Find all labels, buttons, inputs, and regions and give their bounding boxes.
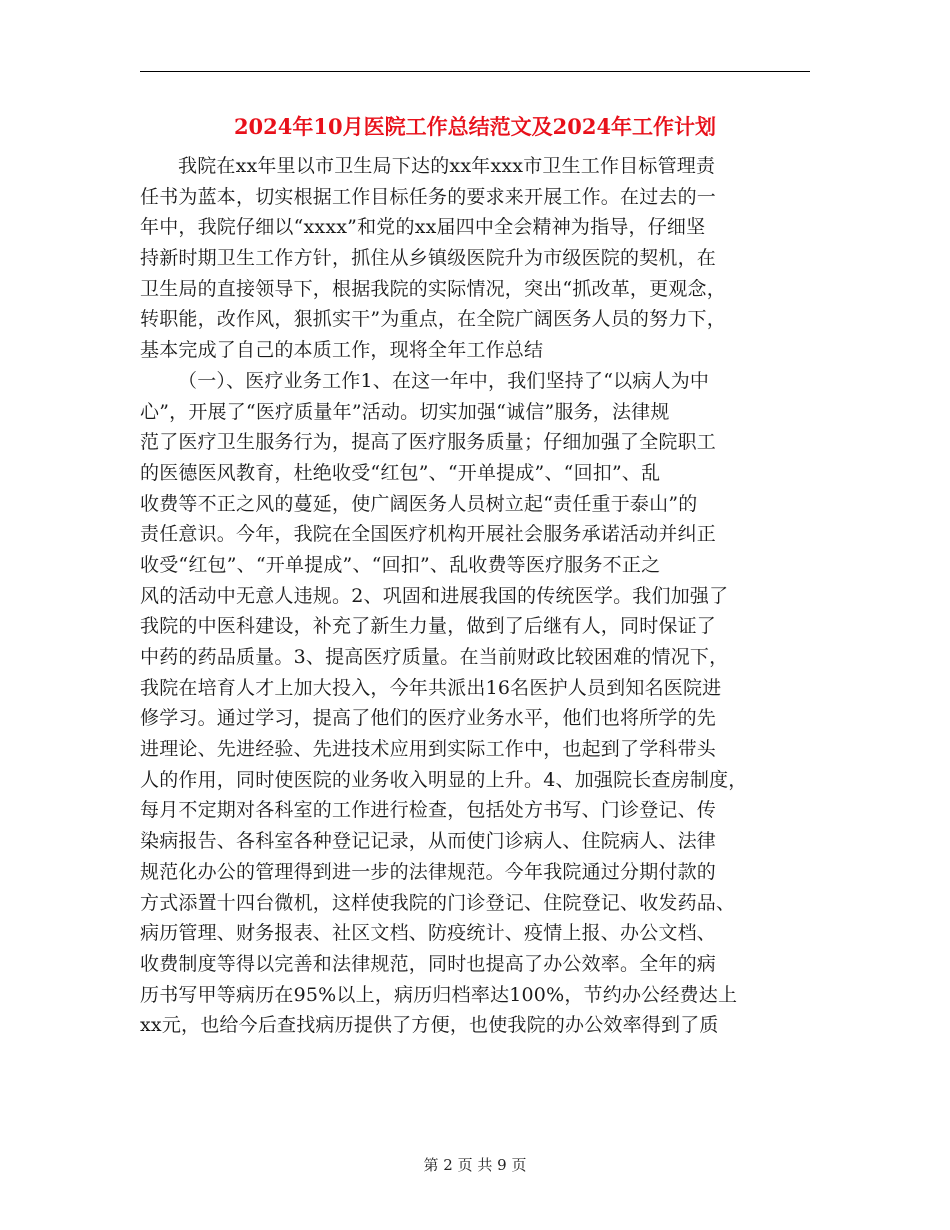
- text-line: 心”，开展了“医疗质量年”活动。切实加强“诚信”服务，法律规: [140, 400, 670, 423]
- header-rule: [140, 71, 810, 72]
- document-body: [140, 151, 812, 1041]
- text-line: 收费制度等得以完善和法律规范，同时也提高了办公效率。全年的病: [140, 952, 717, 975]
- text-line: 历书写甲等病历在95%以上，病历归档率达100%，节约办公经费达上: [140, 983, 738, 1006]
- text-line: 病历管理、财务报表、社区文档、防疫统计、疫情上报、办公文档、: [140, 922, 717, 945]
- text-line: 进理论、先进经验、先进技术应用到实际工作中，也起到了学科带头: [140, 738, 717, 761]
- page-number-footer: 第 2 页 共 9 页: [423, 1156, 527, 1174]
- paragraph-first-line: 我院在xx年里以市卫生局下达的xx年xxx市卫生工作目标管理责: [178, 155, 716, 177]
- text-line: 方式添置十四台微机，这样使我院的门诊登记、住院登记、收发药品、: [140, 891, 736, 914]
- text-line: xx元，也给今后查找病历提供了方便，也使我院的办公效率得到了质: [140, 1014, 719, 1037]
- text-line: 染病报告、各科室各种登记记录，从而使门诊病人、住院病人、法律: [140, 830, 717, 853]
- document-title: 2024年10月医院工作总结范文及2024年工作计划: [233, 114, 717, 139]
- text-line: 年中，我院仔细以“xxxx”和党的xx届四中全会精神为指导，仔细坚: [140, 216, 706, 239]
- text-line: 风的活动中无意人违规。2、巩固和进展我国的传统医学。我们加强了: [140, 584, 729, 607]
- text-line: 规范化办公的管理得到进一步的法律规范。今年我院通过分期付款的: [140, 860, 717, 883]
- text-line: 任书为蓝本，切实根据工作目标任务的要求来开展工作。在过去的一: [140, 185, 717, 208]
- text-line: 中药的药品质量。3、提高医疗质量。在当前财政比较困难的情况下，: [140, 646, 729, 668]
- text-line: 卫生局的直接领导下，根据我院的实际情况，突出“抓改革，更观念，: [140, 277, 726, 300]
- text-line: 修学习。通过学习，提高了他们的医疗业务水平，他们也将所学的先: [140, 707, 717, 730]
- paragraph-first-line: （一）、医疗业务工作1、在这一年中，我们坚持了“以病人为中: [178, 369, 710, 392]
- text-line: 基本完成了自己的本质工作，现将全年工作总结: [140, 339, 544, 362]
- text-line: 人的作用，同时使医院的业务收入明显的上升。4、加强院长查房制度，: [140, 768, 748, 791]
- text-line: 我院在培育人才上加大投入，今年共派出16名医护人员到知名医院进: [140, 676, 722, 699]
- text-line: 责任意识。今年，我院在全国医疗机构开展社会服务承诺活动并纠正: [140, 523, 717, 546]
- text-line: 范了医疗卫生服务行为，提高了医疗服务质量；仔细加强了全院职工: [140, 431, 717, 454]
- text-line: 收费等不正之风的蔓延，使广阔医务人员树立起“责任重于泰山”的: [140, 492, 698, 515]
- text-line: 的医德医风教育，杜绝收受“红包”、“开单提成”、“回扣”、乱: [140, 461, 661, 484]
- text-line: 转职能，改作风，狠抓实干”为重点，在全院广阔医务人员的努力下，: [140, 308, 726, 331]
- text-line: 每月不定期对各科室的工作进行检查，包括处方书写、门诊登记、传: [140, 799, 717, 822]
- text-line: 我院的中医科建设，补充了新生力量，做到了后继有人，同时保证了: [140, 615, 717, 638]
- text-line: 持新时期卫生工作方针，抓住从乡镇级医院升为市级医院的契机，在: [140, 247, 717, 270]
- text-line: 收受“红包”、“开单提成”、“回扣”、乱收费等医疗服务不正之: [140, 553, 661, 576]
